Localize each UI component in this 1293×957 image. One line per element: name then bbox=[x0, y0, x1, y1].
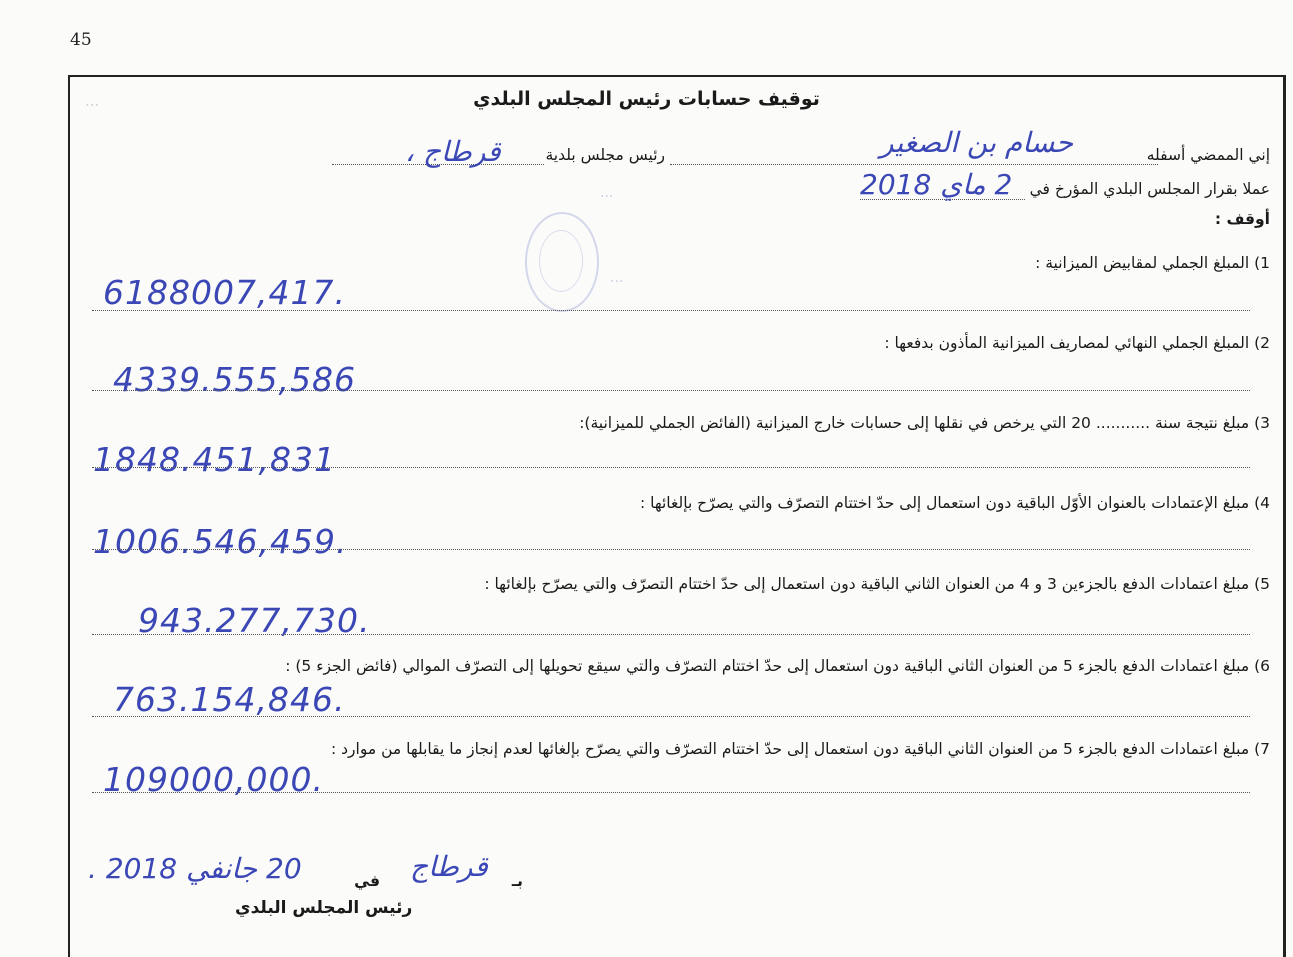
item-label: 7) مبلغ اعتمادات الدفع بالجزء 5 من العنوان الثاني الباقية دون استعمال إلى حدّ اختتام التصرّف والتي يصرّح بإلغائها لعدم إنجاز ما يقابلها من موارد : bbox=[331, 740, 1270, 758]
item-value: 943.277,730. bbox=[138, 601, 371, 640]
municipality-name: قرطاج ، bbox=[405, 135, 501, 168]
item-label: 3) مبلغ نتيجة سنة ........... 20 التي يرخص في نقلها إلى حسابات خارج الميزانية (الفائض الجملي للميزانية): bbox=[579, 414, 1270, 432]
item-dotted-line bbox=[92, 310, 1250, 311]
seal-text: ... bbox=[610, 270, 624, 286]
item-dotted-line bbox=[92, 792, 1250, 793]
item-value: 1848.451,831 bbox=[93, 440, 336, 479]
item-label: 4) مبلغ الإعتمادات بالعنوان الأوّل الباقية دون استعمال إلى حدّ اختتام التصرّف والتي يصرّح بإلغائها : bbox=[639, 494, 1270, 512]
date-prefix: في bbox=[354, 872, 380, 890]
item-dotted-line bbox=[92, 390, 1250, 391]
decision-date: 2 ماي 2018 bbox=[860, 168, 1013, 201]
seal-text: ... bbox=[600, 185, 614, 201]
item-dotted-line bbox=[92, 467, 1250, 468]
stop-label: أوقف : bbox=[1214, 210, 1270, 228]
item-label: 1) المبلغ الجملي لمقابيض الميزانية : bbox=[1035, 254, 1270, 272]
president-label: رئيس مجلس بلدية bbox=[545, 146, 665, 164]
item-value: 4339.555,586 bbox=[113, 360, 356, 399]
item-dotted-line bbox=[92, 549, 1250, 550]
form-frame bbox=[68, 75, 1286, 957]
item-label: 5) مبلغ اعتمادات الدفع بالجزءين 3 و 4 من العنوان الثاني الباقية دون استعمال إلى حدّ اختتام التصرّف والتي يصرّح بإلغائها : bbox=[484, 575, 1270, 593]
official-seal-icon bbox=[525, 212, 599, 312]
signatory-title: رئيس المجلس البلدي bbox=[235, 898, 413, 918]
page-number: 45 bbox=[70, 30, 92, 50]
page-title: توقيف حسابات رئيس المجلس البلدي bbox=[473, 88, 820, 110]
decision-label: عملا بقرار المجلس البلدي المؤرخ في bbox=[1029, 180, 1270, 198]
item-dotted-line bbox=[92, 634, 1250, 635]
undersigned-name: حسام بن الصغير bbox=[880, 126, 1074, 159]
place-prefix: بـ bbox=[511, 872, 523, 890]
item-dotted-line bbox=[92, 716, 1250, 717]
item-label: 2) المبلغ الجملي النهائي لمصاريف الميزانية المأذون بدفعها : bbox=[884, 334, 1270, 352]
name-dotted-line bbox=[670, 164, 1158, 165]
item-value: 109000,000. bbox=[103, 760, 324, 799]
item-label: 6) مبلغ اعتمادات الدفع بالجزء 5 من العنوان الثاني الباقية دون استعمال إلى حدّ اختتام التصرّف والتي سيقع تحويلها إلى التصرّف الموالي (فائض الجزء 5) : bbox=[285, 657, 1270, 675]
item-value: 1006.546,459. bbox=[93, 522, 348, 561]
item-value: 6188007,417. bbox=[103, 273, 346, 312]
item-value: 763.154,846. bbox=[113, 680, 346, 719]
signature-date: 20 جانفي 2018 . bbox=[88, 852, 302, 885]
place-name: قرطاج bbox=[410, 850, 488, 883]
undersigned-label: إني الممضي أسفله bbox=[1146, 146, 1270, 164]
faint-header-stamp: ... bbox=[85, 92, 100, 110]
